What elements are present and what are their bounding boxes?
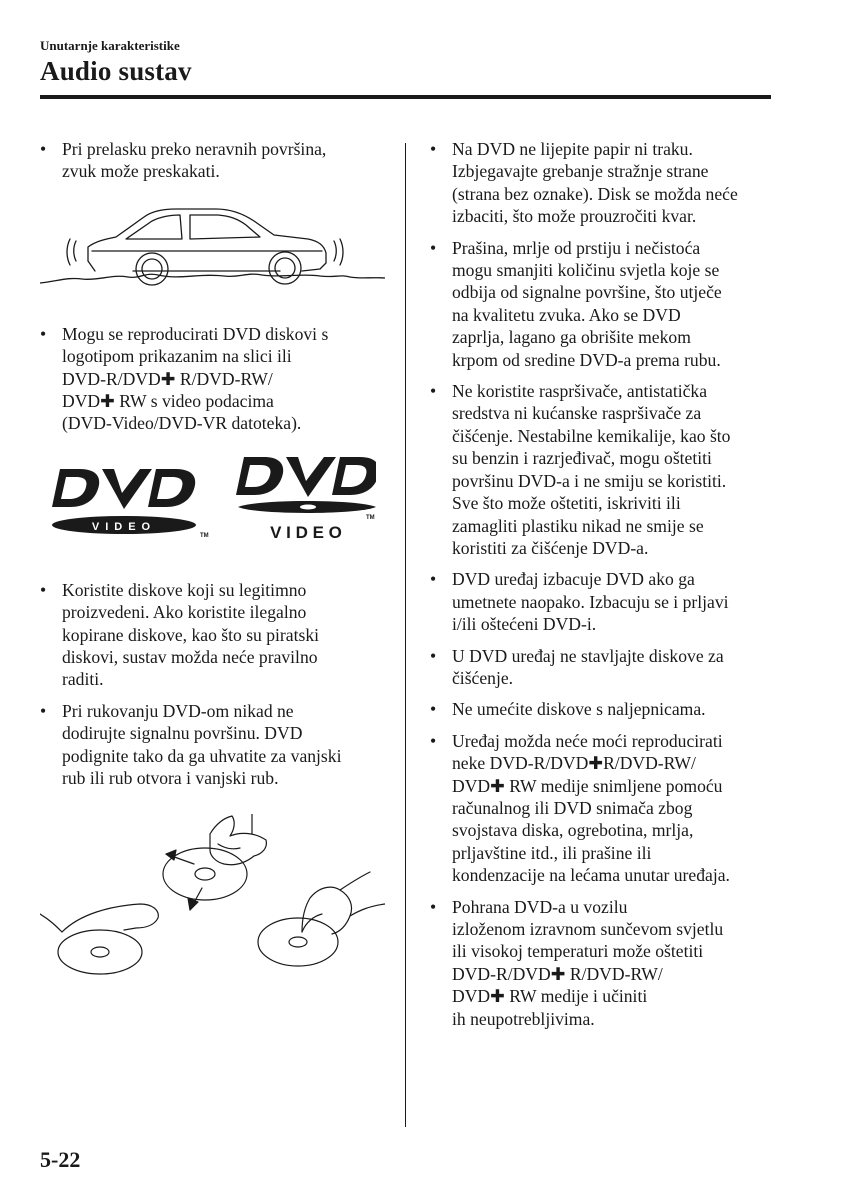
title-rule [40, 95, 771, 99]
bullet-supported-dvd-formats: • Mogu se reproducirati DVD diskovi s logotipom prikazanim na slici ili DVD-R/DVD✚ R/DVD-RW/ DVD✚ RW s video podacima (DVD-Video/DVD-VR datoteka). [40, 323, 385, 435]
dvd-handling-illustration [40, 814, 385, 989]
bullet-no-cleaning-discs: • U DVD uređaj ne stavljajte diskove za čišćenje. [430, 645, 775, 690]
dvd-video-logo-1 [52, 455, 212, 547]
dvd-video-logo-2 [236, 455, 376, 547]
dvd-logos [40, 455, 385, 547]
logo-1-video-text: VIDEO [91, 520, 157, 533]
bullet-recorded-media: • Uređaj možda neće moći reproducirati neke DVD-R/DVD✚R/DVD-RW/ DVD✚ RW medije snimljene pomoću računalnog ili DVD snimača zbog svojstava diska, ogrebotina, mrlja, prljavštine itd., ili prašine ili kondenzacije na lećama unutar uređaja. [430, 730, 775, 887]
page-number: 5-22 [40, 1147, 81, 1172]
logo-2-trademark: TM [366, 514, 375, 521]
bullet-dust-fingerprints: • Prašina, mrlje od prstiju i nečistoća mogu smanjiti količinu svjetla koje se odbija od signalne površine, što utječe na kvalitetu zvuka. Ako se DVD zaprlja, lagano ga obrišite mekom krpom od sredine DVD-a prema rubu. [430, 237, 775, 371]
bullet-legitimate-discs: • Koristite diskove koji su legitimno proizvedeni. Ako koristite ilegalno kopirane diskove, kao što su piratski diskovi, sustav možda neće pravilno raditi. [40, 579, 385, 691]
car-on-bumpy-road-illustration [40, 201, 385, 301]
bullet-handling-dvd: • Pri rukovanju DVD-om nikad ne dodirujte signalnu površinu. DVD podignite tako da ga uhvatite za vanjski rub ili rub otvora i vanjski rub. [40, 700, 385, 790]
bullet-storage-heat: • Pohrana DVD-a u vozilu izloženom izravnom sunčevom svjetlu ili visokoj temperaturi može oštetiti DVD-R/DVD✚ R/DVD-RW/ DVD✚ RW medije i učiniti ih neupotrebljivima. [430, 896, 775, 1030]
right-column [430, 138, 775, 1039]
bullet-no-sprays: • Ne koristite raspršivače, antistatička sredstva ni kućanske raspršivače za čišćenje. Nestabilne kemikalije, kao što su benzin i razrjeđivač, mogu oštetiti površinu DVD-a i ne smiju se koristiti. Sve što može oštetiti, iskriviti ili zamagliti plastiku nikad ne smije se koristiti za čišćenje DVD-a. [430, 380, 775, 559]
bullet-uneven-surfaces: • Pri prelasku preko neravnih površina, zvuk može preskakati. [40, 138, 385, 183]
bullet-no-labelled-discs: • Ne umećite diskove s naljepnicama. [430, 698, 775, 720]
page-title: Audio sustav [40, 56, 192, 86]
column-divider [405, 143, 406, 1127]
section-label: Unutarnje karakteristike [40, 38, 180, 53]
logo-2-video-text: V I D E O [270, 522, 342, 542]
bullet-upside-down-eject: • DVD uređaj izbacuje DVD ako ga umetnete naopako. Izbacuju se i prljavi i/ili oštećeni DVD-i. [430, 568, 775, 635]
logo-1-trademark: TM [200, 532, 209, 539]
left-column [40, 138, 385, 989]
bullet-no-paper-tape: • Na DVD ne lijepite papir ni traku. Izbjegavajte grebanje stražnje strane (strana bez oznake). Disk se možda neće izbaciti, što može prouzročiti kvar. [430, 138, 775, 228]
